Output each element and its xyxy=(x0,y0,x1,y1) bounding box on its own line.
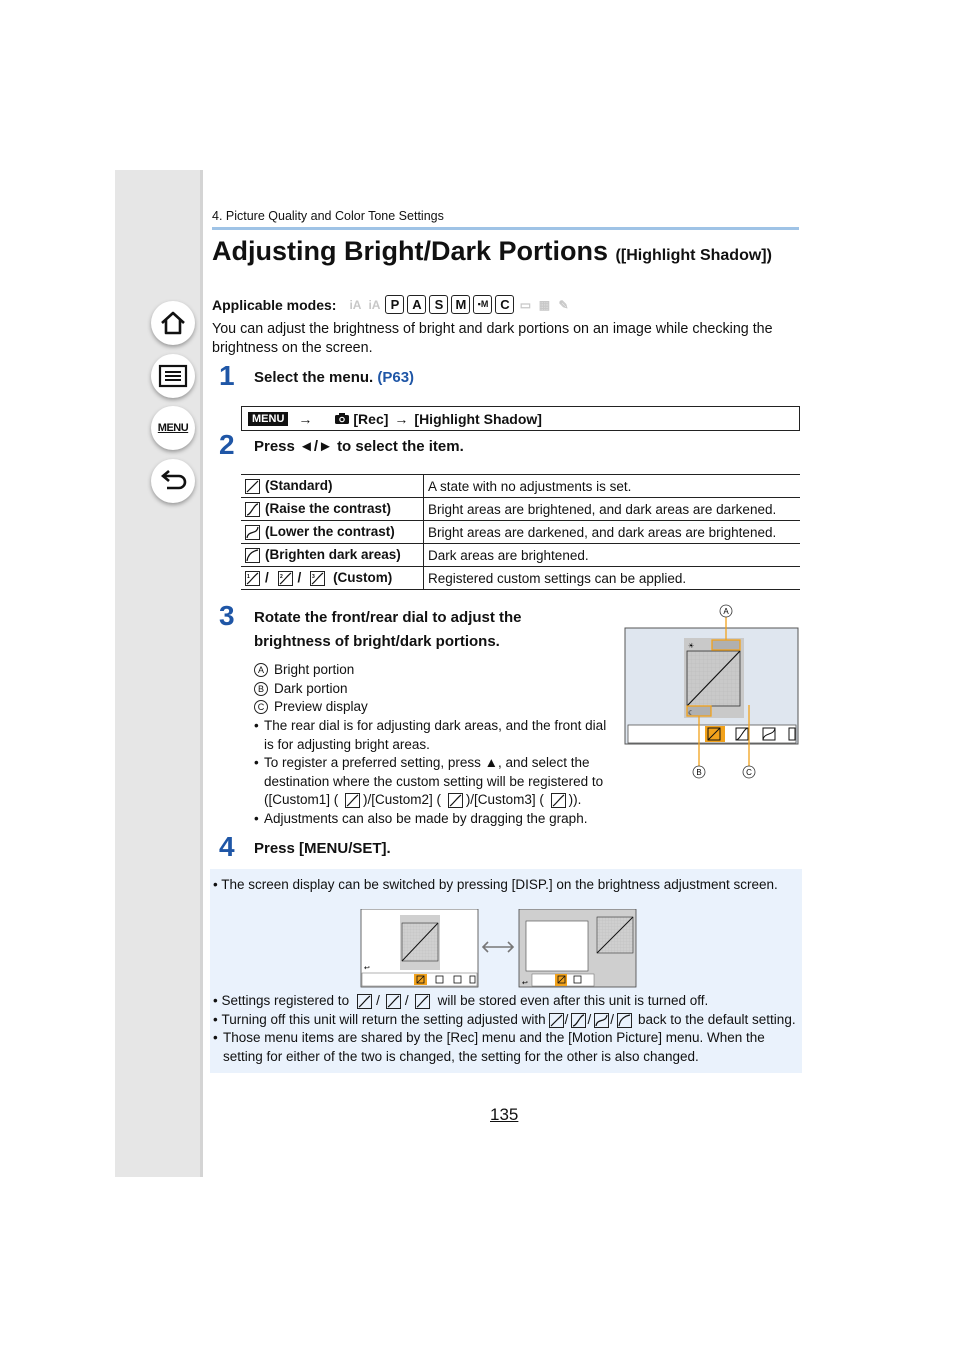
svg-text:☀: ☀ xyxy=(688,642,695,650)
custom3-icon xyxy=(551,793,566,808)
page-title-sub: ([Highlight Shadow]) xyxy=(615,247,772,264)
note-text: back to the default setting. xyxy=(637,1012,796,1027)
back-button[interactable] xyxy=(151,459,195,503)
step-1-text xyxy=(254,369,414,386)
svg-text:2: 2 xyxy=(279,573,283,580)
option-name-cell xyxy=(241,475,424,498)
note-4 xyxy=(213,1029,793,1066)
svg-text:↩: ↩ xyxy=(522,979,528,987)
custom-sep: / xyxy=(297,570,302,586)
option-desc: Bright areas are brightened, and dark areas are darkened. xyxy=(424,498,801,521)
camera-icon xyxy=(334,412,350,425)
option-desc: Registered custom settings can be applied. xyxy=(424,567,801,590)
note-sep: / xyxy=(564,1012,569,1027)
legend-item xyxy=(254,661,614,680)
adjustment-screen-illustration xyxy=(620,600,804,784)
option-desc: A state with no adjustments is set. xyxy=(424,475,801,498)
note-bullet: • xyxy=(213,1012,218,1027)
note-text: Turning off this unit will return the setting adjusted with xyxy=(221,1012,546,1027)
contents-button[interactable] xyxy=(151,354,195,398)
lower-contrast-curve-icon xyxy=(245,525,260,540)
note-sep: / xyxy=(610,1012,614,1027)
option-desc: Dark areas are brightened. xyxy=(424,544,801,567)
custom1-icon xyxy=(345,793,360,808)
table-row xyxy=(241,544,800,567)
legend-mark: C xyxy=(254,700,268,714)
svg-text:C: C xyxy=(746,768,752,777)
note-text: Those menu items are shared by the [Rec] menu and the [Motion Picture] menu. When the setting for either of the two is changed, the setting for the other is also changed. xyxy=(223,1030,765,1064)
custom-line-2: )/[Custom2] ( xyxy=(363,792,442,807)
intelligent-auto-icon: iA xyxy=(349,297,362,312)
option-name: (Brighten dark areas) xyxy=(265,547,401,563)
home-button[interactable] xyxy=(151,301,195,345)
sidebar xyxy=(115,170,203,1177)
bullet-item: • Adjustments can also be made by dragging the graph. xyxy=(254,810,614,829)
option-name-cell xyxy=(241,498,424,521)
mode-c: C xyxy=(495,295,514,314)
note-text: The screen display can be switched by pressing [DISP.] on the brightness adjustment screen. xyxy=(221,877,778,892)
note-bullet: • xyxy=(213,993,218,1008)
step-3-bullets xyxy=(254,717,614,828)
intelligent-auto-plus-icon: iA xyxy=(368,297,381,312)
brighten-dark-curve-icon xyxy=(245,548,260,563)
brighten-dark-curve-icon xyxy=(617,1013,632,1028)
option-name: (Raise the contrast) xyxy=(265,501,392,517)
option-name-cell xyxy=(241,521,424,544)
menu-path-rec: [Rec] xyxy=(353,410,389,427)
menu-path-arrow-2: → xyxy=(394,410,409,427)
menu-label: MENU xyxy=(157,422,189,434)
legend-text: Preview display xyxy=(274,699,368,714)
lower-contrast-curve-icon xyxy=(594,1013,609,1028)
custom1-icon xyxy=(357,994,372,1009)
note-2 xyxy=(213,992,801,1011)
custom-line-end: )). xyxy=(568,792,582,807)
step-4-number: 4 xyxy=(219,831,235,862)
chapter-rule xyxy=(212,227,799,230)
panorama-mode-icon: ▭ xyxy=(519,297,532,312)
svg-text:B: B xyxy=(696,768,702,777)
custom3-icon xyxy=(415,994,430,1009)
custom2-icon xyxy=(448,793,463,808)
raise-contrast-curve-icon xyxy=(245,502,260,517)
options-table xyxy=(241,474,800,590)
custom-line-3: )/[Custom3] ( xyxy=(465,792,544,807)
menu-path-item: [Highlight Shadow] xyxy=(414,410,542,427)
note-bullet: • xyxy=(213,877,218,892)
menu-path-arrow-1: → xyxy=(298,410,313,427)
bullet-text-main: To register a preferred setting, press ▲, and select the destination where the custom setting will be registered to xyxy=(264,755,604,789)
mode-a: A xyxy=(407,295,426,314)
list-icon xyxy=(158,364,188,388)
custom2-icon xyxy=(386,994,401,1009)
note-sep: / xyxy=(404,993,409,1008)
custom3-icon xyxy=(310,571,325,586)
table-row xyxy=(241,475,800,498)
chapter-heading: 4. Picture Quality and Color Tone Settings xyxy=(212,209,444,223)
legend-mark: B xyxy=(254,682,268,696)
notes-box xyxy=(210,869,802,1073)
step-2-number: 2 xyxy=(219,429,235,460)
bullet-text xyxy=(264,754,614,810)
bullet-item: • The rear dial is for adjusting dark areas, and the front dial is for adjusting bright areas. xyxy=(254,717,614,754)
page-number: 135 xyxy=(490,1105,519,1124)
sidebar-edge xyxy=(200,170,203,1177)
intro-text: You can adjust the brightness of bright and dark portions on an image while checking the brightness on the screen. xyxy=(212,321,773,356)
page-title-main: Adjusting Bright/Dark Portions xyxy=(212,236,609,266)
note-3 xyxy=(213,1011,805,1030)
menu-tag: MENU xyxy=(248,412,288,426)
step-4-text: Press [MENU/SET]. xyxy=(254,840,391,857)
step-3-text: Rotate the front/rear dial to adjust the brightness of bright/dark portions. xyxy=(254,609,522,650)
note-sep: / xyxy=(376,993,380,1008)
display-switch-illustration xyxy=(360,909,650,989)
menu-path-box xyxy=(241,406,800,431)
custom-line-1: ([Custom1] ( xyxy=(264,792,339,807)
option-name: (Custom) xyxy=(333,570,393,586)
note-bullet: • xyxy=(213,1030,218,1045)
svg-text:1: 1 xyxy=(247,573,250,580)
step-2-text: Press ◄/► to select the item. xyxy=(254,438,464,455)
creative-control-icon: ✎ xyxy=(558,297,569,312)
applicable-modes xyxy=(212,295,571,314)
bullet-item: • To register a preferred setting, press ▲, and select the destination where the custom setting will be registered to ([Custom1] ( )/[Custom2] ( )/[Custom3] ( )). xyxy=(254,754,614,810)
home-icon xyxy=(159,309,187,337)
creative-video-mode-icon: ▪M xyxy=(473,295,492,314)
svg-text:☾: ☾ xyxy=(688,709,695,717)
step-3-legend xyxy=(254,661,614,717)
note-text: will be stored even after this unit is turned off. xyxy=(437,993,709,1008)
raise-contrast-curve-icon xyxy=(571,1013,586,1028)
legend-mark: A xyxy=(254,663,268,677)
legend-item xyxy=(254,698,614,717)
option-name: (Lower the contrast) xyxy=(265,524,395,540)
step-3-number: 3 xyxy=(219,600,235,631)
option-name-cell xyxy=(241,567,424,590)
legend-text: Dark portion xyxy=(274,680,348,696)
mode-p: P xyxy=(385,295,404,314)
custom1-icon xyxy=(245,571,260,586)
custom2-icon xyxy=(278,571,293,586)
note-text: Settings registered to xyxy=(221,993,350,1008)
menu-button[interactable] xyxy=(151,406,195,450)
step-1-label: Select the menu. xyxy=(254,369,374,386)
standard-curve-icon xyxy=(245,479,260,494)
bullet-text: Adjustments can also be made by dragging the graph. xyxy=(264,810,588,826)
note-1 xyxy=(213,876,801,895)
step-1-number: 1 xyxy=(219,360,235,391)
note-sep: / xyxy=(587,1012,592,1027)
standard-curve-icon xyxy=(549,1013,564,1028)
table-row xyxy=(241,521,800,544)
option-desc: Bright areas are darkened, and dark areas are brightened. xyxy=(424,521,801,544)
back-arrow-icon xyxy=(159,468,187,494)
step-1-page-link[interactable]: (P63) xyxy=(377,369,415,386)
option-name: (Standard) xyxy=(265,478,333,494)
mode-m: M xyxy=(451,295,470,314)
applicable-modes-label: Applicable modes: xyxy=(212,296,337,313)
legend-text: Bright portion xyxy=(274,662,355,677)
custom-line xyxy=(264,792,581,807)
bullet-text: The rear dial is for adjusting dark areas, and the front dial is for adjusting bright areas. xyxy=(264,718,607,752)
mode-s: S xyxy=(429,295,448,314)
svg-text:A: A xyxy=(723,607,729,616)
page-title xyxy=(212,236,772,267)
svg-text:3: 3 xyxy=(312,573,315,580)
table-row xyxy=(241,567,800,590)
svg-text:↩: ↩ xyxy=(364,964,370,972)
option-name-cell xyxy=(241,544,424,567)
table-row xyxy=(241,498,800,521)
scene-guide-icon: ▦ xyxy=(538,297,551,312)
legend-item xyxy=(254,680,614,699)
custom-sep: / xyxy=(265,570,269,586)
